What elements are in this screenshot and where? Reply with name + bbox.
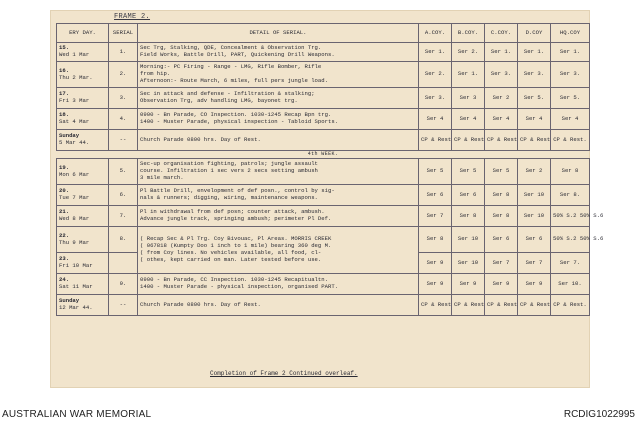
coy-cell: 50% S.2 50% S.6 bbox=[551, 206, 590, 227]
coy-cell: CP & Rest. bbox=[551, 130, 590, 151]
coy-cell: Ser 7 bbox=[419, 206, 452, 227]
detail-cell bbox=[138, 227, 419, 274]
day-cell bbox=[57, 130, 109, 151]
coy-cell: Ser 7 bbox=[518, 253, 551, 274]
header-row bbox=[57, 24, 590, 43]
table-row bbox=[57, 206, 590, 227]
coy-cell: CP & Rest bbox=[452, 295, 485, 316]
detail-line: Pl Battle Drill, envelopment of def posn., control by sig- bbox=[140, 187, 335, 195]
detail-line: Church Parade 0800 hrs. Day of Rest. bbox=[140, 300, 261, 308]
day-date: 5 Mar 44. bbox=[59, 139, 90, 146]
day-number: Sunday bbox=[59, 132, 80, 140]
day-cell bbox=[57, 295, 109, 316]
detail-cell bbox=[138, 130, 419, 151]
day-date: 12 Mar 44. bbox=[59, 304, 93, 311]
serial-cell: 3. bbox=[109, 88, 138, 109]
day-cell bbox=[57, 227, 109, 253]
detail-line: Afternoon:- Route March, 6 miles, full pers jungle load. bbox=[140, 76, 328, 84]
day-number: 15. bbox=[59, 44, 70, 52]
day-number: 21. bbox=[59, 208, 70, 216]
coy-cell: Ser 5 bbox=[485, 159, 518, 185]
detail-cell bbox=[138, 159, 419, 185]
coy-cell: Ser 3. bbox=[518, 62, 551, 88]
day-number: 23. bbox=[59, 255, 70, 263]
day-number: 19. bbox=[59, 163, 70, 171]
coy-cell: Ser 4 bbox=[452, 109, 485, 130]
detail-line: ( from Coy lines. No vehicles available, all food, cl- bbox=[140, 249, 322, 256]
coy-cell: Ser 1. bbox=[518, 43, 551, 62]
coy-cell: CP & Rest bbox=[518, 130, 551, 151]
serial-cell: 5. bbox=[109, 159, 138, 185]
day-cell bbox=[57, 206, 109, 227]
coy-cell: Ser 10 bbox=[518, 185, 551, 206]
table-row bbox=[57, 185, 590, 206]
table-row bbox=[57, 62, 590, 88]
day-date: Mon 6 Mar bbox=[59, 170, 90, 178]
header-day: ERY DAY. bbox=[57, 24, 109, 43]
coy-cell: Ser 5 bbox=[452, 159, 485, 185]
coy-cell: Ser 8 bbox=[551, 159, 590, 185]
coy-cell: Ser 5. bbox=[518, 88, 551, 109]
detail-line: Morning:- PC Firing - Range - LMG, Rifle Bomber, Rifle bbox=[140, 63, 322, 71]
coy-cell: Ser 9 bbox=[485, 274, 518, 295]
coy-cell: Ser 6 bbox=[419, 185, 452, 206]
day-cell bbox=[57, 43, 109, 62]
day-cell bbox=[57, 159, 109, 185]
header-hq-coy: HQ.COY bbox=[551, 24, 590, 43]
coy-cell: CP & Rest bbox=[419, 130, 452, 151]
day-cell bbox=[57, 88, 109, 109]
coy-cell: Ser 7. bbox=[551, 253, 590, 274]
coy-cell: Ser 6 bbox=[452, 185, 485, 206]
detail-line: Church Parade 0800 hrs. Day of Rest. bbox=[140, 135, 261, 143]
coy-cell: Ser 8 bbox=[452, 206, 485, 227]
detail-line: course. Infiltration 1 sec vers 2 secs setting ambush bbox=[140, 167, 318, 175]
detail-line: nals & runners; digging, wiring, maintenance weapons. bbox=[140, 194, 318, 201]
continuation-note: Completion of Frame 2 Continued overleaf. bbox=[210, 370, 358, 377]
day-date: Thu 9 Mar bbox=[59, 238, 90, 246]
detail-line: 3 mile march. bbox=[140, 173, 184, 181]
day-number: Sunday bbox=[59, 297, 80, 305]
coy-cell: Ser 4 bbox=[518, 109, 551, 130]
day-number: 22. bbox=[59, 231, 70, 239]
detail-line: Sec in attack and defense - Infiltration & stalking; bbox=[140, 90, 315, 98]
header-d-coy: D.COY bbox=[518, 24, 551, 43]
detail-line: 1400 - Muster Parade, physical inspection - Tabloid Sports. bbox=[140, 118, 339, 125]
coy-cell: Ser 6 bbox=[485, 227, 518, 253]
header-b-coy: B.COY. bbox=[452, 24, 485, 43]
detail-line: Advance jungle track, springing ambush; perimeter Pl Def. bbox=[140, 215, 332, 222]
coy-cell: Ser 4 bbox=[551, 109, 590, 130]
archive-credit: AUSTRALIAN WAR MEMORIAL bbox=[2, 409, 152, 420]
coy-cell: Ser 9 bbox=[419, 253, 452, 274]
serial-cell: 1. bbox=[109, 43, 138, 62]
day-cell bbox=[57, 109, 109, 130]
frame-label: FRAME 2. bbox=[114, 13, 151, 21]
coy-cell: Ser 10 bbox=[452, 253, 485, 274]
serial-cell: 8. bbox=[109, 227, 138, 253]
serial-cell: 2. bbox=[109, 62, 138, 88]
detail-line: 1400 - Muster Parade - physical inspection, organised PART. bbox=[140, 283, 339, 290]
coy-cell: CP & Rest bbox=[419, 295, 452, 316]
detail-cell bbox=[138, 43, 419, 62]
coy-cell: Ser 10. bbox=[551, 274, 590, 295]
header-c-coy: C.COY. bbox=[485, 24, 518, 43]
coy-cell: Ser 2. bbox=[452, 43, 485, 62]
coy-cell: Ser 1. bbox=[485, 43, 518, 62]
table-row bbox=[57, 109, 590, 130]
serial-cell: 9. bbox=[109, 274, 138, 295]
detail-line: 0900 - Bn Parade, CO Inspection. 1030-1245 Recap Bpn trg. bbox=[140, 111, 332, 119]
coy-cell: Ser 8. bbox=[551, 185, 590, 206]
coy-cell: Ser 3. bbox=[419, 88, 452, 109]
coy-cell: Ser 10 bbox=[518, 206, 551, 227]
serial-cell: 6. bbox=[109, 185, 138, 206]
detail-cell bbox=[138, 274, 419, 295]
day-date: Fri 3 Mar bbox=[59, 97, 90, 104]
header-serial: SERIAL bbox=[109, 24, 138, 43]
day-number: 17. bbox=[59, 90, 70, 98]
day-number: 20. bbox=[59, 187, 70, 195]
coy-cell: Ser 1. bbox=[419, 43, 452, 62]
serial-cell: 4. bbox=[109, 109, 138, 130]
table-row bbox=[57, 295, 590, 316]
coy-cell: Ser 9 bbox=[452, 274, 485, 295]
detail-cell bbox=[138, 206, 419, 227]
day-cell bbox=[57, 62, 109, 88]
day-number: 24. bbox=[59, 276, 70, 284]
detail-line: Observation Trg, adv handling LMG, bayonet trg. bbox=[140, 97, 298, 104]
training-schedule-table bbox=[56, 23, 604, 316]
table-row bbox=[57, 88, 590, 109]
week-label: 4th WEEK. bbox=[57, 151, 590, 159]
header-a-coy: A.COY. bbox=[419, 24, 452, 43]
table-row bbox=[57, 159, 590, 185]
coy-cell: Ser 1. bbox=[452, 62, 485, 88]
coy-cell: Ser 6 bbox=[518, 227, 551, 253]
coy-cell: Ser 8 bbox=[485, 185, 518, 206]
detail-line: Pl in withdrawal from def posn; counter attack, ambush. bbox=[140, 208, 325, 216]
day-date: Fri 10 Mar bbox=[59, 262, 93, 269]
coy-cell: Ser 3 bbox=[452, 88, 485, 109]
detail-line: Field Works, Battle Drill, PART, Quickening Drill Weapons. bbox=[140, 51, 335, 58]
coy-cell: Ser 2. bbox=[419, 62, 452, 88]
coy-cell: Ser 2 bbox=[485, 88, 518, 109]
coy-cell: Ser 2 bbox=[518, 159, 551, 185]
document-page bbox=[50, 10, 604, 388]
detail-line: from hip. bbox=[140, 70, 171, 78]
coy-cell: Ser 8 bbox=[419, 227, 452, 253]
detail-line: Sec Trg, Stalking, QDE, Concealment & Observation Trg. bbox=[140, 44, 322, 52]
table-row bbox=[57, 227, 590, 253]
detail-cell bbox=[138, 185, 419, 206]
coy-cell: CP & Rest bbox=[518, 295, 551, 316]
coy-cell: CP & Rest bbox=[485, 295, 518, 316]
day-date: Wed 1 Mar bbox=[59, 51, 90, 58]
detail-cell bbox=[138, 109, 419, 130]
day-date: Tue 7 Mar bbox=[59, 194, 90, 201]
coy-cell: 50% S.2 50% S.6 bbox=[551, 227, 590, 253]
serial-cell bbox=[109, 253, 138, 274]
coy-cell: Ser 4 bbox=[419, 109, 452, 130]
coy-cell: CP & Rest. bbox=[551, 295, 590, 316]
serial-cell: -- bbox=[109, 130, 138, 151]
day-cell bbox=[57, 253, 109, 274]
coy-cell: Ser 5 bbox=[419, 159, 452, 185]
coy-cell: CP & Rest bbox=[452, 130, 485, 151]
coy-cell: Ser 7 bbox=[485, 253, 518, 274]
day-date: Sat 11 Mar bbox=[59, 283, 93, 290]
detail-cell bbox=[138, 88, 419, 109]
day-date: Wed 8 Mar bbox=[59, 215, 90, 222]
coy-cell: Ser 9 bbox=[518, 274, 551, 295]
coy-cell: Ser 4 bbox=[485, 109, 518, 130]
header-detail: DETAIL OF SERIAL. bbox=[138, 24, 419, 43]
coy-cell: Ser 8 bbox=[485, 206, 518, 227]
day-number: 18. bbox=[59, 111, 70, 119]
serial-cell: 7. bbox=[109, 206, 138, 227]
detail-line: 0900 - Bn Parade, CC Inspection. 1030-1245 Recapitualtn. bbox=[140, 276, 328, 284]
coy-cell: Ser 9 bbox=[419, 274, 452, 295]
day-number: 16. bbox=[59, 66, 70, 74]
detail-line: ( othes, kept carried on man. Later tested before use. bbox=[140, 255, 322, 263]
coy-cell: Ser 1. bbox=[551, 43, 590, 62]
coy-cell: CP & Rest bbox=[485, 130, 518, 151]
table-row bbox=[57, 43, 590, 62]
day-cell bbox=[57, 274, 109, 295]
week-divider-row bbox=[57, 151, 590, 159]
detail-line: ( Recap Sec & Pl Trg. Coy Bivouac, Pl Areas. MORRIS CREEK bbox=[140, 235, 332, 243]
coy-cell: Ser 3. bbox=[485, 62, 518, 88]
archive-reference: RCDIG1022995 bbox=[563, 409, 635, 420]
coy-cell: Ser 5. bbox=[551, 88, 590, 109]
detail-line: ( 067818 (Kumpty Doo 1 inch to 1 mile) bearing 360 deg M. bbox=[140, 242, 332, 250]
coy-cell: Ser 10 bbox=[452, 227, 485, 253]
day-date: Thu 2 Mar. bbox=[59, 73, 93, 81]
schedule-body bbox=[57, 43, 604, 316]
table-row bbox=[57, 274, 590, 295]
day-cell bbox=[57, 185, 109, 206]
table-row bbox=[57, 130, 590, 151]
day-date: Sat 4 Mar bbox=[59, 118, 90, 125]
detail-cell bbox=[138, 295, 419, 316]
detail-cell bbox=[138, 62, 419, 88]
coy-cell: Ser 3. bbox=[551, 62, 590, 88]
detail-line: Sec-up organisation fighting, patrols; jungle assault bbox=[140, 160, 318, 168]
serial-cell: -- bbox=[109, 295, 138, 316]
